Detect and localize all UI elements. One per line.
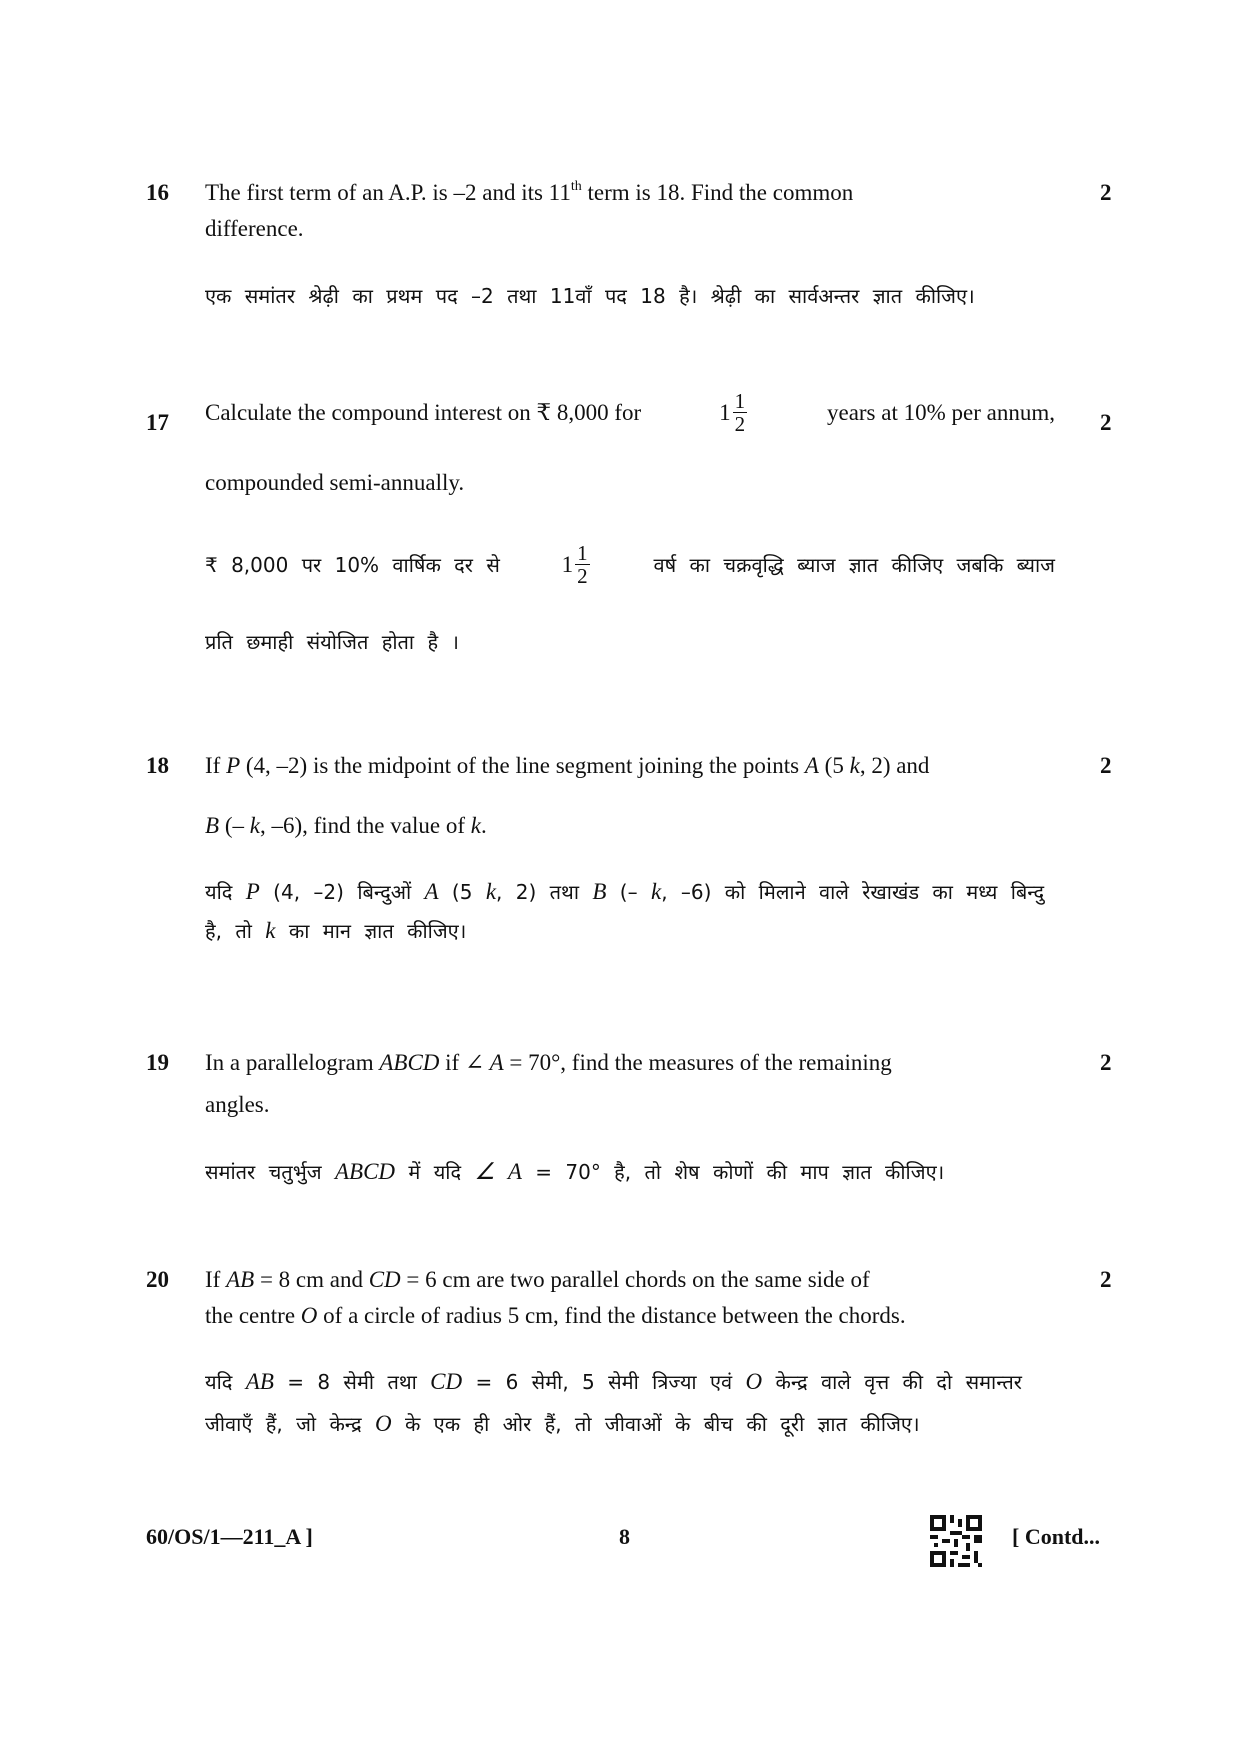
continued-label: [ Contd... xyxy=(1012,1524,1101,1549)
question-number: 19 xyxy=(146,1050,169,1075)
question-text-hi-line2: है, तो k का मान ज्ञात कीजिए। xyxy=(205,918,467,943)
question-number: 18 xyxy=(146,753,169,778)
paper-code: 60/OS/1—211_A ] xyxy=(146,1524,313,1549)
question-text-en-line2: difference. xyxy=(205,216,304,241)
mixed-fraction: 1 $\frac{1}{2}$ xyxy=(561,541,588,589)
mixed-fraction: 1 $\frac{1}{2}$ xyxy=(719,389,746,437)
question-marks: 2 xyxy=(1100,1050,1112,1075)
question-text-en-line2: B (– k, –6), find the value of k. xyxy=(205,813,487,838)
question-number: 16 xyxy=(146,180,169,205)
question-text-en-line2: the centre O of a circle of radius 5 cm, find the distance between the chords. xyxy=(205,1303,906,1328)
question-marks: 2 xyxy=(1100,753,1112,778)
question-text-en-line1: If P (4, –2) is the midpoint of the line segment joining the points A (5 k, 2) and xyxy=(205,753,930,778)
question-text-hi-line2: प्रति छमाही संयोजित होता है । xyxy=(205,630,460,654)
question-text-en-line2: compounded semi-annually. xyxy=(205,470,465,495)
question-marks: 2 xyxy=(1100,410,1112,435)
qr-code-icon xyxy=(930,1515,982,1567)
question-text-en-line1: If AB = 8 cm and CD = 6 cm are two parallel chords on the same side of xyxy=(205,1267,870,1292)
question-text-en-line2: angles. xyxy=(205,1092,270,1117)
question-text-en-line1: In a parallelogram ABCD if ∠ A = 70°, find the measures of the remaining xyxy=(205,1050,892,1075)
question-text-hi-line1: यदि AB = 8 सेमी तथा CD = 6 सेमी, 5 सेमी त्रिज्या एवं O केन्द्र वाले वृत्त की दो समान्तर xyxy=(205,1369,1022,1394)
question-text-en-line1: Calculate the compound interest on ₹ 8,000 for 1 $\frac{1}{2}$ years at 10% per annum, xyxy=(205,389,1055,437)
question-marks: 2 xyxy=(1100,180,1112,205)
question-text-hi-line1: यदि P (4, –2) बिन्दुओं A (5 k, 2) तथा B (– k, –6) को मिलाने वाले रेखाखंड का मध्य बिन्दु xyxy=(205,879,1045,904)
page-number: 8 xyxy=(619,1524,630,1549)
question-text-hi-line2: जीवाएँ हैं, जो केन्द्र O के एक ही ओर हैं, तो जीवाओं के बीच की दूरी ज्ञात कीजिए। xyxy=(205,1411,920,1436)
question-marks: 2 xyxy=(1100,1267,1112,1292)
question-number: 20 xyxy=(146,1267,169,1292)
question-text-hi-line1: ₹ 8,000 पर 10% वार्षिक दर से 1 $\frac{1}{2}$ वर्ष का चक्रवृद्धि ब्याज ज्ञात कीजिए जबकि ब्याज xyxy=(205,541,1055,589)
question-text-hi-line1: एक समांतर श्रेढ़ी का प्रथम पद –2 तथा 11वाँ पद 18 है। श्रेढ़ी का सार्वअन्तर ज्ञात कीजिए। xyxy=(205,284,975,308)
question-text-hi-line1: समांतर चतुर्भुज ABCD में यदि ∠ A = 70° है, तो शेष कोणों की माप ज्ञात कीजिए। xyxy=(205,1159,945,1184)
question-number: 17 xyxy=(146,410,169,435)
question-text-en-line1: The first term of an A.P. is –2 and its 11th term is 18. Find the common xyxy=(205,179,854,205)
